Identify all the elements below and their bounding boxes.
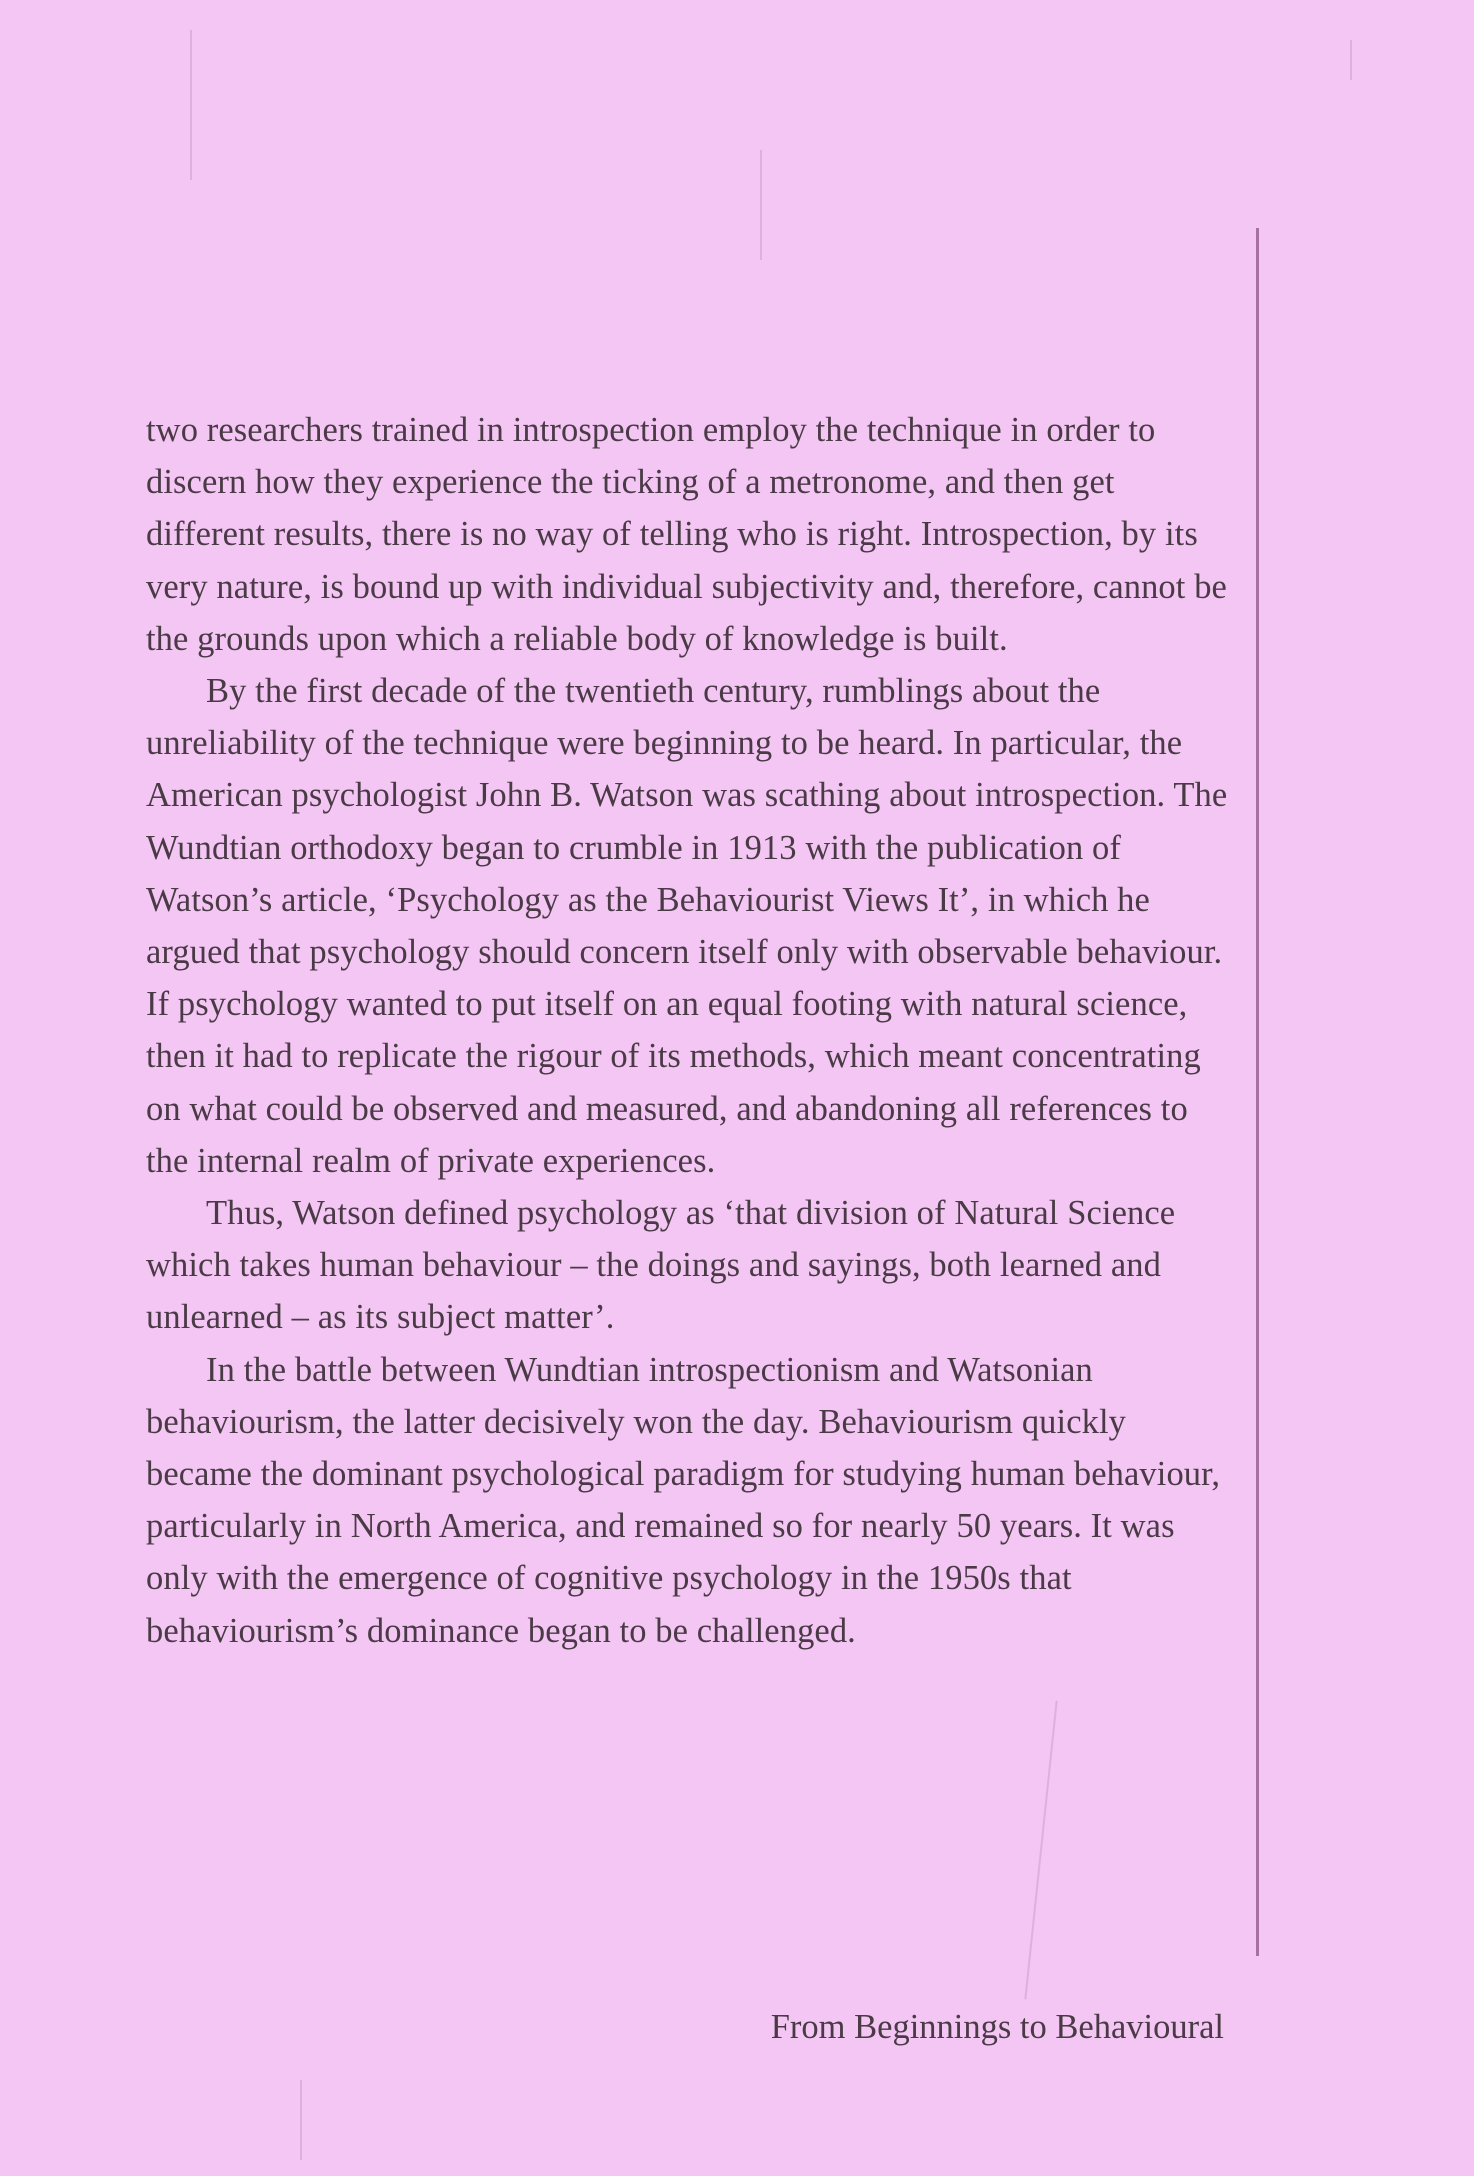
scan-mark [300,2080,302,2160]
paragraph-behaviourism: In the battle between Wundtian introspectionism and Watsonian behaviourism, the latter decisively won the day. Behaviourism quickly became the dominant psychological paradigm for studying human behaviour, particularly in North America, and remained so for nearly 50 years. It was only with the emergence of cognitive psychology in the 1950s that behaviourism’s dominance began to be challenged. [146,1350,1221,1650]
scan-mark [760,150,762,260]
scan-mark [1024,1701,1057,2000]
scan-mark [190,30,192,180]
scan-mark [1350,40,1352,80]
paragraph-watson: By the first decade of the twentieth century, rumblings about the unreliability of the technique were beginning to be heard. In particular, the American psychologist John B. Watson was scathing about introspection. The Wundtian orthodoxy began to crumble in 1913 with the publication of Watson’s article, ‘Psychology as the Behaviourist Views It’, in which he argued that psychology should concern itself only with observable behaviour. If psychology wanted to put itself on an equal footing with natural science, then it had to replicate the rigour of its methods, which meant concentrating on what could be observed and measured, and abandoning all references to the internal realm of private experiences. [146,672,1228,1180]
margin-rule [1256,228,1259,1956]
running-footer: From Beginnings to Behavioural [770,2008,1224,2046]
body-text [146,404,1236,1657]
paragraph-continuation: two researchers trained in introspection employ the technique in order to discern how they experience the ticking of a metronome, and then get different results, there is no way of telling who is right. Introspection, by its very nature, is bound up with individual subjectivity and, therefore, cannot be the grounds upon which a reliable body of knowledge is built. [146,411,1227,658]
paragraph-definition: Thus, Watson defined psychology as ‘that division of Natural Science which takes human behaviour – the doings and sayings, both learned and unlearned – as its subject matter’. [146,1194,1176,1337]
